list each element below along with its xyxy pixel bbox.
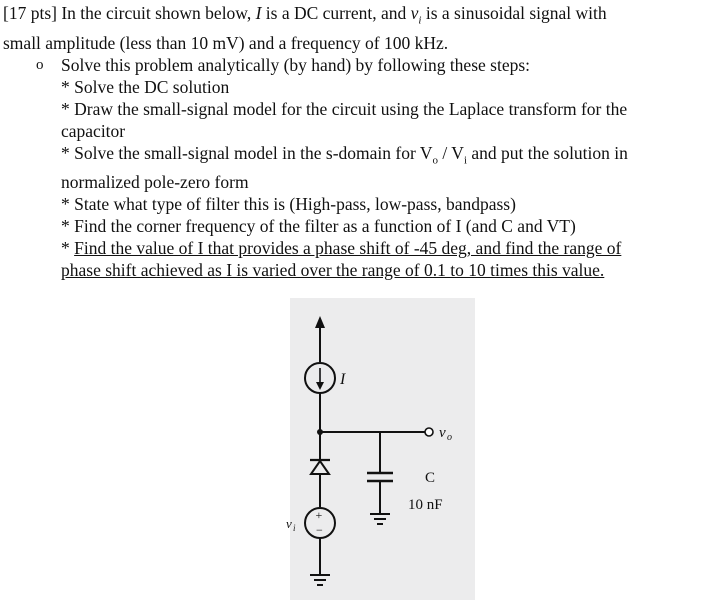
- capacitor-label: C: [425, 470, 436, 486]
- circuit-figure: [286, 298, 475, 600]
- diode-icon: [310, 460, 330, 474]
- output-terminal-icon: [425, 428, 433, 436]
- intro-var-I: I: [255, 3, 262, 23]
- step-small-signal-model-a: * Draw the small-signal model for the circuit using the Laplace transform for the: [61, 98, 628, 119]
- step-phase-shift-b: phase shift achieved as I is varied over the range of 0.1 to 10 times this value.: [61, 260, 605, 280]
- capacitor-icon: [367, 473, 393, 481]
- step-small-signal-model-b: capacitor: [61, 120, 126, 141]
- step-corner-frequency: * Find the corner frequency of the filter as a function of I (and C and VT): [61, 216, 576, 236]
- step-filter-type: * State what type of filter this is (High-pass, low-pass, bandpass): [61, 194, 516, 214]
- step3-sub-i: i: [463, 154, 467, 166]
- output-label-sub: o: [447, 432, 452, 443]
- intro-text-c: is a sinusoidal signal with: [421, 3, 607, 23]
- step6-text-a: Find the value of I that provides a phase shift of -45 deg, and find the range of: [74, 238, 622, 258]
- main-bullet: [3, 54, 715, 76]
- step-s-domain-a: [3, 142, 715, 172]
- step3-text-mid: / V: [438, 142, 464, 163]
- intro-line-1: [3, 2, 715, 32]
- intro-var-vi: v: [410, 3, 419, 23]
- intro-text-a: In the circuit shown below,: [56, 3, 256, 23]
- step-s-domain-b: normalized pole-zero form: [61, 172, 249, 192]
- intro-line-2: small amplitude (less than 10 mV) and a frequency of 100 kHz.: [3, 32, 449, 53]
- supply-arrow-icon: [315, 316, 325, 328]
- step3-text-a: * Solve the small-signal model in the s-domain for V: [61, 142, 433, 163]
- current-source-icon: [305, 363, 335, 393]
- problem-statement: [3, 2, 715, 281]
- circuit-diagram: [286, 298, 475, 600]
- input-label: v: [286, 516, 292, 531]
- intro-text-b: is a DC current, and: [261, 3, 411, 23]
- step3-text-b: and put the solution in: [467, 142, 628, 163]
- bullet-text: Solve this problem analytically (by hand) by following these steps:: [61, 54, 531, 75]
- current-label: I: [340, 371, 346, 388]
- step-phase-shift-a: [3, 237, 715, 259]
- step6-star: *: [61, 238, 75, 258]
- points-label: [17 pts]: [3, 3, 57, 23]
- source-plus: +: [315, 508, 323, 522]
- ground-icon: [370, 514, 390, 524]
- step3-sub-o: o: [432, 154, 438, 166]
- output-label: v: [439, 425, 446, 441]
- ground-icon-source: [310, 575, 330, 585]
- intro-var-vi-sub: i: [418, 14, 422, 27]
- source-minus: −: [316, 523, 323, 537]
- input-label-sub: i: [293, 523, 296, 533]
- bullet-marker: o: [36, 56, 44, 73]
- capacitor-value: 10 nF: [408, 497, 443, 513]
- step-dc-solution: * Solve the DC solution: [61, 76, 230, 97]
